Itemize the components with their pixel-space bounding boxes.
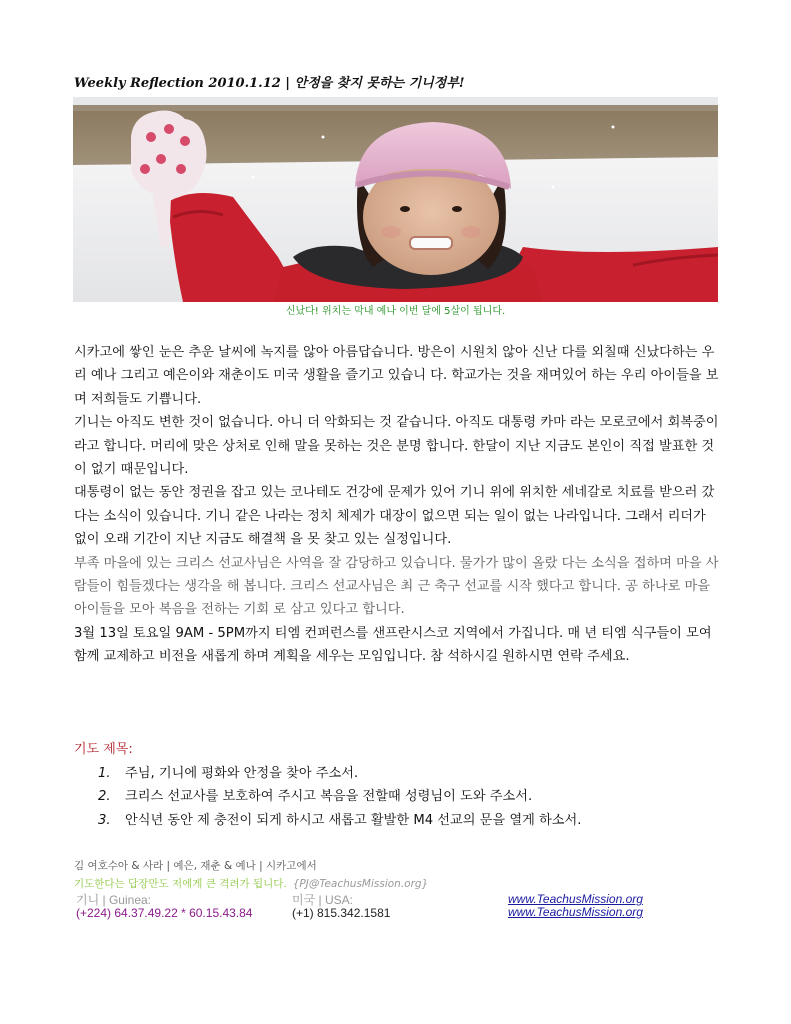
paragraph-guinea-government: 대통령이 없는 동안 정권을 잡고 있는 코나테도 건강에 문제가 있어 기니 위에 위치한 세네갈로 치료를 받으러 갔다는 소식이 있습니다. 기니 같은 나라는 정치 체제가 대장이 없으면 되는 일이 없는 나라입니다. 그래서 리더가 없이 오래 기간이 지난 지금도 해결책 을 못 찾고 있는 실정입니다. xyxy=(74,485,715,548)
footer-note xyxy=(74,876,428,891)
paragraph-guinea-president: 기니는 아직도 변한 것이 없습니다. 아니 더 악화되는 것 같습니다. 아직도 대통령 카마 라는 모로코에서 회복중이라고 합니다. 머리에 맞은 상처로 인해 말을 못하는 것은 분명 합니다. 한달이 지난 지금도 본인이 직접 발표한 것이 없기 때문입니다. xyxy=(74,415,719,478)
prayer-item xyxy=(98,762,728,785)
usa-label: 미국 | USA: xyxy=(292,893,353,907)
footer-names: 김 여호수아 & 사라 | 예은, 재춘 & 예나 | 시카고에서 xyxy=(74,860,317,872)
prayer-item xyxy=(98,809,728,832)
photo-girl-in-snow xyxy=(73,97,718,302)
prayer-item-text: 주님, 기니에 평화와 안정을 찾아 주소서. xyxy=(125,766,359,781)
website-link[interactable]: www.TeachusMission.org xyxy=(508,892,643,906)
paragraph-chris-missionary: 부족 마을에 있는 크리스 선교사님은 사역을 잘 감당하고 있습니다. 물가가 많이 올랐 다는 소식을 접하며 마을 사람들이 힘들겠다는 생각을 해 봅니다. 크리스 선교사님은 최 근 축구 선교를 시작 했다고 합니다. 공 하나로 마을 아이들을 모아 복음을 전하는 기회 로 삼고 있다고 합니다. xyxy=(74,555,719,618)
prayer-title: 기도 제목: xyxy=(74,742,133,757)
guinea-label: 기니 | Guinea: xyxy=(76,893,151,907)
paragraph-chicago-snow: 시카고에 쌓인 눈은 추운 날씨에 녹지를 않아 아름답습니다. 방은이 시원치 않아 신난 다를 외칠때 신났다하는 우리 예나 그리고 예은이와 재춘이도 미국 생활을 즐기고 있습니 다. 학교가는 것을 재며있어 하는 우리 아이들을 보며 저희들도 기쁩니다. xyxy=(74,345,719,407)
prayer-item-number: 1. xyxy=(98,766,111,781)
photo-caption: 신났다! 위치는 막내 예나 이번 달에 5살이 됩니다. xyxy=(285,306,506,317)
newsletter-header: Weekly Reflection 2010.1.12 | 안정을 찾지 못하는 기니정부! xyxy=(74,76,465,91)
prayer-item xyxy=(98,785,728,808)
prayer-item-number: 2. xyxy=(98,789,111,805)
contact-email[interactable]: {PJ@TeachusMission.org} xyxy=(292,878,429,890)
prayer-item-text: 안식년 동안 제 충전이 되게 하시고 새롭고 활발한 M4 선교의 문을 열게 하소서. xyxy=(125,812,582,828)
newsletter-body xyxy=(74,341,722,669)
guinea-phone: (+224) 64.37.49.22 * 60.15.43.84 xyxy=(76,906,253,920)
usa-phone: (+1) 815.342.1581 xyxy=(292,906,391,920)
prayer-item-text: 크리스 선교사를 보호하여 주시고 복음을 전할때 성령님이 도와 주소서. xyxy=(125,789,533,805)
footer-note-text: 기도한다는 답장만도 저에게 큰 격려가 됩니다. xyxy=(74,878,287,890)
prayer-list xyxy=(98,762,728,832)
paragraph-tm-conference: 3월 13일 토요일 9AM - 5PM까지 티엠 컨퍼런스를 샌프란시스코 지역에서 가집니다. 매 년 티엠 식구들이 모여 함께 교제하고 비전을 새롭게 하며 계획을 세우는 모임입니다. 참 석하시길 원하시면 연락 주세요. xyxy=(74,625,712,665)
website-link-secondary[interactable]: www.TeachusMission.org xyxy=(508,905,643,919)
prayer-item-number: 3. xyxy=(98,812,111,828)
